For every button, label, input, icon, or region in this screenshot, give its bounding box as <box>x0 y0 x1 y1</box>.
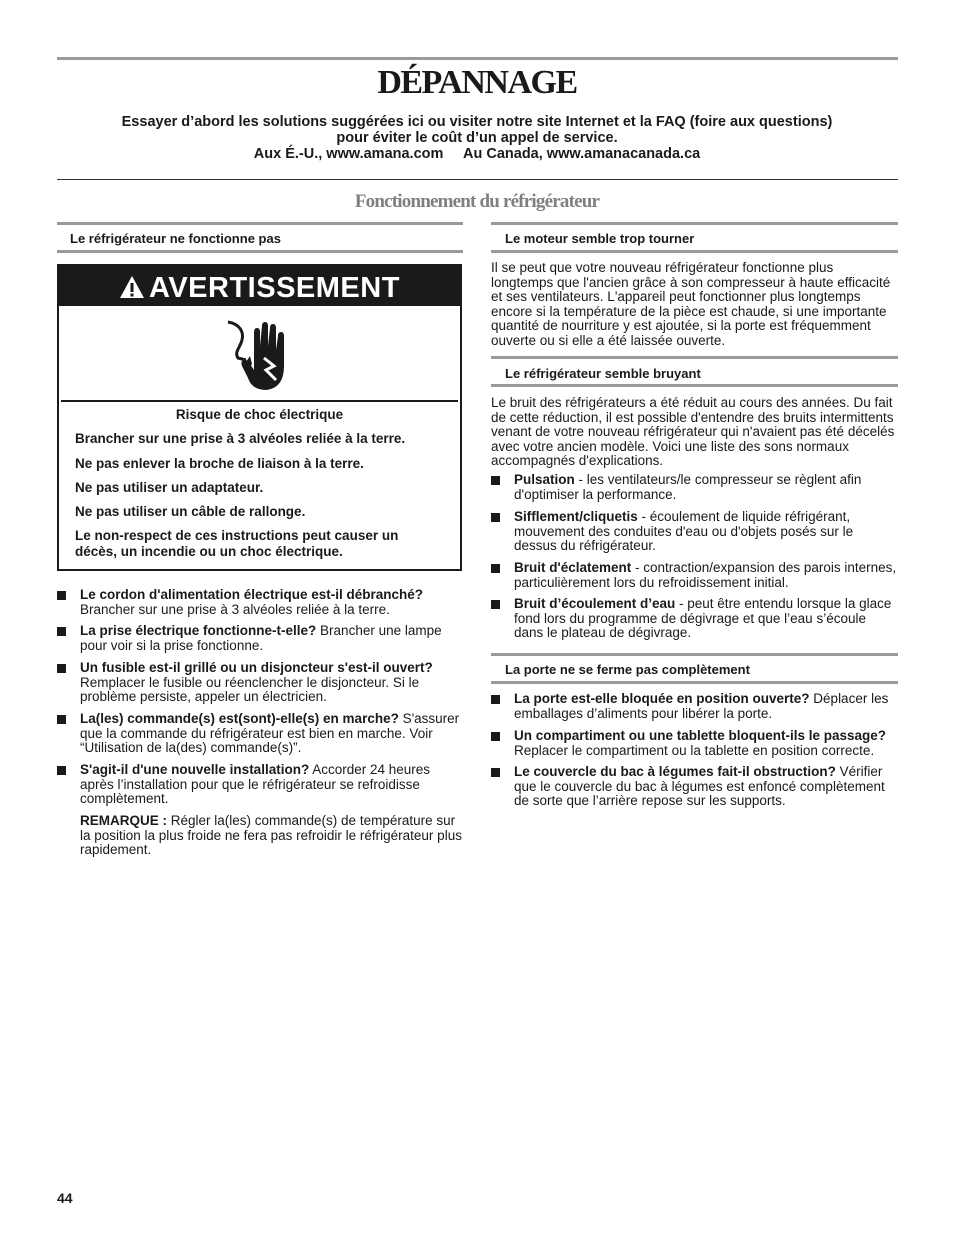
bullet-bold: La prise électrique fonctionne-t-elle? <box>80 623 317 638</box>
note-text: Régler la(les) commande(s) de température sur la position la plus froide ne fera pas refroidir le réfrigérateur plus rapidement. <box>80 813 462 858</box>
bullet-bold: Le couvercle du bac à légumes fait-il obstruction? <box>514 764 836 779</box>
bullet-square-icon <box>491 476 500 485</box>
noisy-subhead-rule-bottom <box>491 384 898 387</box>
motor-subhead-rule-top <box>491 222 898 225</box>
bullet-text: - les ventilateurs/le compresseur se règlent afin d'optimiser la performance. <box>514 472 862 502</box>
noisy-paragraph: Le bruit des réfrigérateurs a été réduit au cours des années. Du fait de cette réduction, il est possible d'entendre des bruits intermittents venant de votre nouveau réfrigérateur qui n'avaient pas été décelés avec votre ancien modèle. Voici une liste des sons normaux accompagnés d'explications. <box>491 395 895 469</box>
motor-subhead-rule-bottom <box>491 250 898 253</box>
bullet-bold: La(les) commande(s) est(sont)-elle(s) en marche? <box>80 711 399 726</box>
bullet-square-icon <box>57 715 66 724</box>
left-subhead: Le réfrigérateur ne fonctionne pas <box>70 231 281 246</box>
page-title: DÉPANNAGE <box>377 64 577 101</box>
bullet-bold: Un compartiment ou une tablette bloquent-ils le passage? <box>514 728 887 743</box>
warning-icon-area <box>61 310 458 402</box>
left-subhead-rule-bottom <box>57 250 463 253</box>
door-subhead: La porte ne se ferme pas complètement <box>505 662 750 677</box>
bullet-text: Accorder 24 heures après l’installation pour que le réfrigérateur se refroidisse complètement. <box>80 762 431 807</box>
bullet-text: Déplacer les emballages d’aliments pour libérer la porte. <box>514 691 889 721</box>
bullet-text: - écoulement de liquide réfrigérant, mouvement des conduites d'eau ou d'objets posés sur le dessus du réfrigérateur. <box>514 509 854 554</box>
page-number: 44 <box>57 1190 73 1206</box>
bullet-square-icon <box>57 766 66 775</box>
noisy-subhead-rule-top <box>491 356 898 359</box>
bullet-bold: Le cordon d'alimentation électrique est-il débranché? <box>80 587 424 602</box>
bullet-text: - peut être entendu lorsque la glace fond lors du programme de dégivrage et que l’eau s’écoule dans le plateau de dégivrage. <box>514 596 892 641</box>
bullet-bold: S'agit-il d'une nouvelle installation? <box>80 762 310 777</box>
bullet-square-icon <box>57 627 66 636</box>
motor-paragraph: Il se peut que votre nouveau réfrigérateur fonctionne plus longtemps que l'ancien grâce à son compresseur à haute efficacité et ses ventilateurs. L'appareil peut fonctionner plus longtemps encore si la température de la pièce est chaude, si une importante quantité de nourriture y est ajoutée, si la porte est fréquemment ouverte ou si elle a été laissée ouverte. <box>491 260 891 348</box>
bullet-text: Brancher une lampe pour voir si la prise fonctionne. <box>80 623 442 653</box>
bullet-bold: Sifflement/cliquetis <box>514 509 638 524</box>
intro-divider <box>57 179 898 180</box>
warning-consequence: Le non-respect de ces instructions peut causer un décès, un incendie ou un choc électrique. <box>75 528 399 559</box>
electric-shock-hand-icon <box>222 318 292 394</box>
section-title: Fonctionnement du réfrigérateur <box>354 191 600 212</box>
bullet-square-icon <box>491 732 500 741</box>
bullet-bold: Bruit d’écoulement d’eau <box>514 596 676 611</box>
note-paragraph <box>80 814 462 858</box>
left-subhead-rule-top <box>57 222 463 225</box>
top-rule <box>57 57 898 60</box>
bullet-square-icon <box>491 768 500 777</box>
intro-line-2: pour éviter le coût d’un appel de service. <box>336 130 618 146</box>
warning-header-label <box>59 272 460 305</box>
bullet-square-icon <box>491 513 500 522</box>
bullet-square-icon <box>491 600 500 609</box>
bullet-text: Vérifier que le couvercle du bac à légumes est enfoncé complètement de sorte que l’arrière repose sur les supports. <box>514 764 885 809</box>
intro-line-1: Essayer d’abord les solutions suggérées ici ou visiter notre site Internet et la FAQ (foire aux questions) <box>121 114 833 130</box>
bullet-bold: Pulsation <box>514 472 575 487</box>
bullet-text: - contraction/expansion des parois internes, particulièrement lors du refroidissement initial. <box>514 560 897 590</box>
door-subhead-rule-bottom <box>491 681 898 684</box>
bullet-text: Replacer le compartiment ou la tablette en position correcte. <box>514 742 875 758</box>
bullet-text: Brancher sur une prise à 3 alvéoles reliée à la terre. <box>80 601 390 617</box>
door-subhead-rule-top <box>491 653 898 656</box>
bullet-square-icon <box>491 564 500 573</box>
warning-line-4: Ne pas utiliser un câble de rallonge. <box>75 504 306 519</box>
bullet-text: Remplacer le fusible ou réenclencher le disjoncteur. Si le problème persiste, appeler un électricien. <box>80 674 420 705</box>
motor-subhead: Le moteur semble trop tourner <box>505 231 695 246</box>
warning-line-1: Brancher sur une prise à 3 alvéoles reliée à la terre. <box>75 431 406 446</box>
intro-line-3: Aux É.-U., www.amana.com Au Canada, www.amanacanada.ca <box>253 146 701 162</box>
warning-risk-title: Risque de choc électrique <box>175 407 344 422</box>
note-label: REMARQUE : <box>80 813 167 828</box>
bullet-bold: La porte est-elle bloquée en position ouverte? <box>514 691 810 706</box>
bullet-square-icon <box>491 695 500 704</box>
warning-header-text: AVERTISSEMENT <box>149 272 400 304</box>
noisy-subhead: Le réfrigérateur semble bruyant <box>505 366 701 381</box>
bullet-square-icon <box>57 664 66 673</box>
warning-header <box>59 266 460 306</box>
bullet-bold: Bruit d'éclatement <box>514 560 632 575</box>
warning-line-2: Ne pas enlever la broche de liaison à la terre. <box>75 456 364 471</box>
bullet-text: S'assurer que la commande du réfrigérateur est bien en marche. Voir “Utilisation de la(des) commande(s)”. <box>80 711 460 756</box>
warning-box <box>57 264 462 571</box>
warning-line-3: Ne pas utiliser un adaptateur. <box>75 480 264 495</box>
bullet-bold: Un fusible est-il grillé ou un disjoncteur s'est-il ouvert? <box>80 660 433 675</box>
warning-triangle-icon <box>119 275 145 299</box>
bullet-square-icon <box>57 591 66 600</box>
